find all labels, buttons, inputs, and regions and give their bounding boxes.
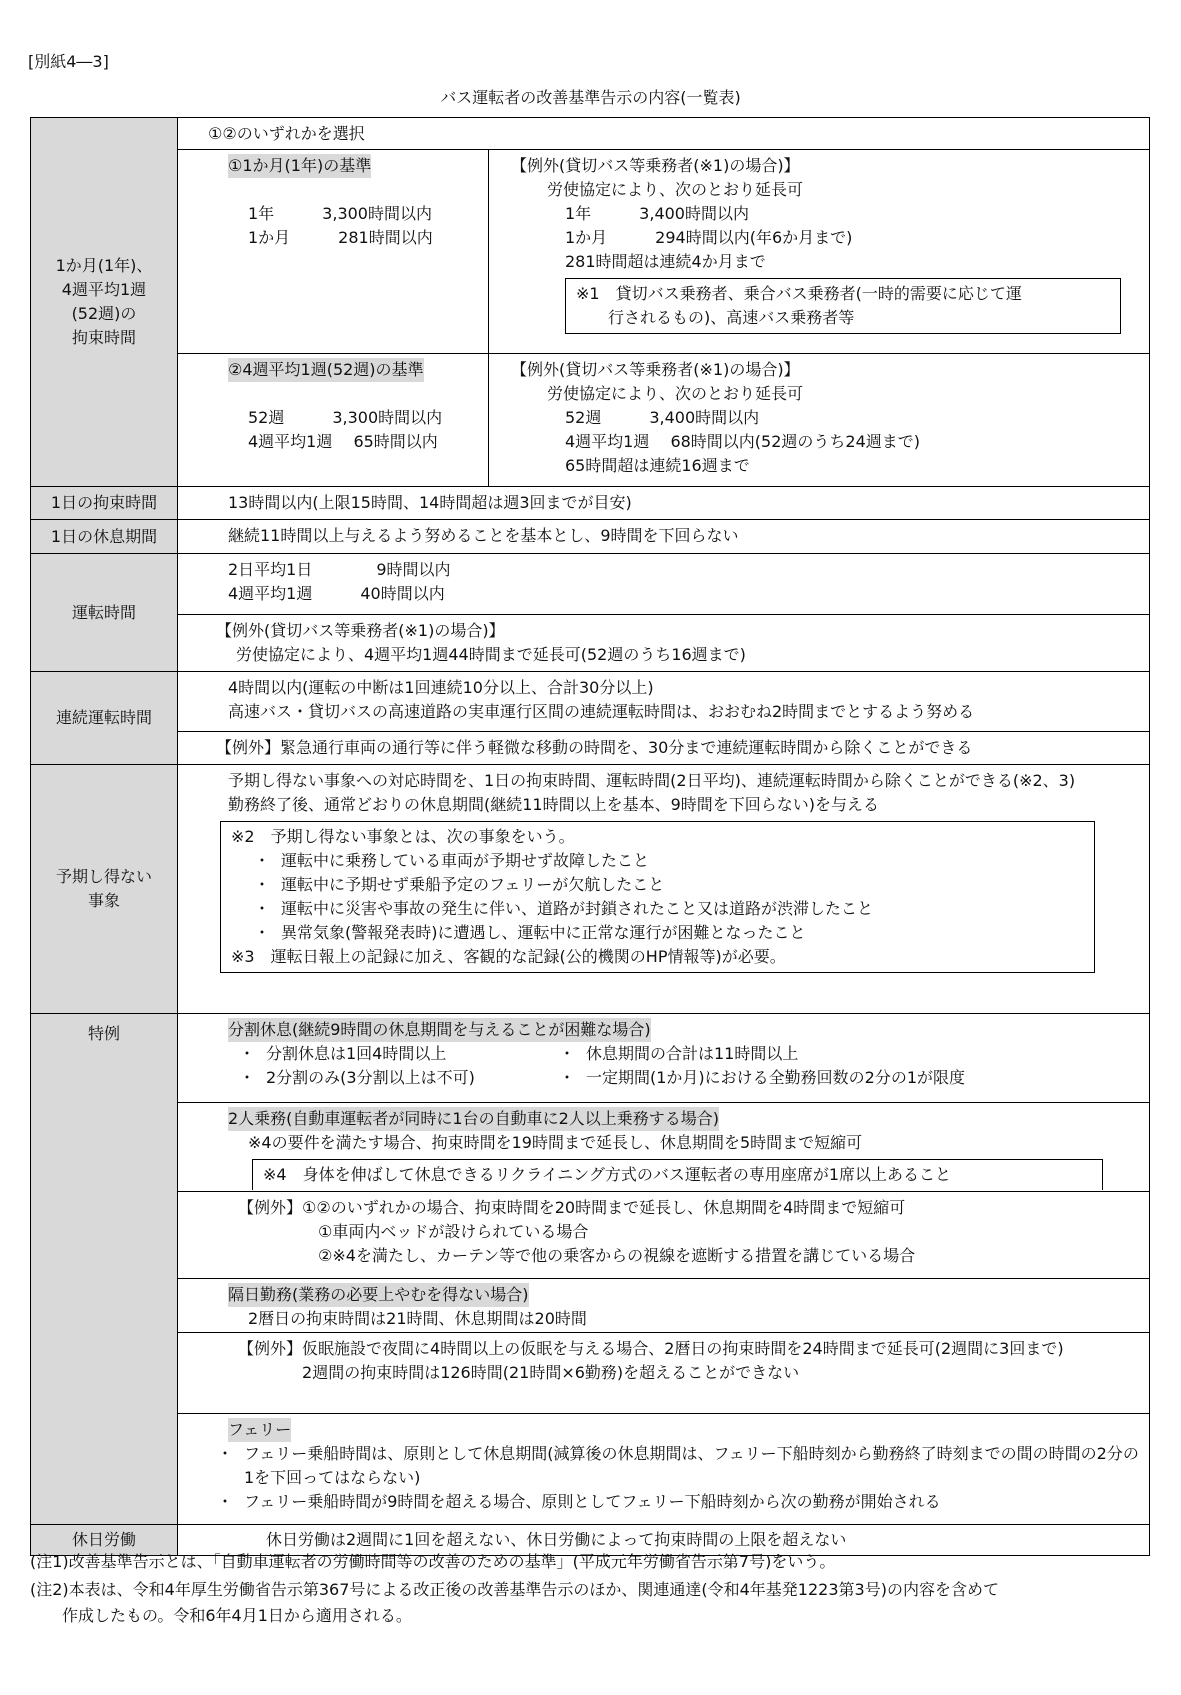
bullet-item: 2分割のみ(3分割以上は不可) [266, 1068, 475, 1087]
row-header-line: 4週平均1週 [61, 280, 147, 299]
exception-row: 52週 3,400時間以内 [565, 408, 760, 428]
option-2-row: 4週平均1週 65時間以内 [248, 432, 438, 452]
exception-row: 65時間超は連続16週まで [565, 456, 750, 476]
row-header: 1日の休息期間 [31, 520, 178, 553]
bullet-item: 運転中に災害や事故の発生に伴い、道路が封鎖されたこと又は道路が渋滞したこと [281, 899, 874, 918]
summary-table [30, 117, 1150, 1556]
option-1-title: ①1か月(1年)の基準 [228, 154, 371, 178]
option-1-row: 1年 3,300時間以内 [248, 204, 432, 223]
row-text: 休日労働は2週間に1回を超えない、休日労働によって拘束時間の上限を超えない [266, 1530, 847, 1549]
row-continuous-driving [31, 672, 1149, 765]
exception-title: 【例外(貸切バス等乗務者(※1)の場合)】 [216, 621, 505, 640]
alternate-day-work [178, 1279, 1149, 1333]
row-header [31, 765, 178, 1013]
exception-title: 【例外(貸切バス等乗務者(※1)の場合)】 [511, 360, 800, 380]
bullet-item: フェリー乗船時間が9時間を超える場合、原則としてフェリー下船時刻から次の勤務が開始される [244, 1492, 941, 1511]
row-header: 連続運転時間 [31, 672, 178, 764]
two-person-crew [178, 1103, 1149, 1192]
bullet-item: 休息期間の合計は11時間以上 [586, 1044, 799, 1063]
option-2-row: 52週 3,300時間以内 [248, 408, 443, 428]
note-line: ※2 予期し得ない事象とは、次の事象をいう。 [231, 827, 575, 846]
row-text: 4週平均1週 40時間以内 [228, 584, 445, 603]
exception-row: 4週平均1週 68時間以内(52週のうち24週まで) [565, 432, 921, 452]
alternate-day-exception [178, 1333, 1149, 1414]
bullet-item: 運転中に乗務している車両が予期せず故障したこと [281, 851, 650, 870]
row-header: 休日労働 [31, 1525, 178, 1555]
split-rest: 分割休息(継続9時間の休息期間を与えることが困難な場合) ・ 分割休息は1回4時間以上 ・ 休息期間の合計は11時間以上 ・ 2分割のみ(3分割以上は不可) ・ 一定期間(1か月)における全勤務回数の2分の1が限度 [178, 1014, 1149, 1103]
row-special-cases [31, 1014, 1149, 1525]
note-line: 行されるもの)、高速バス乗務者等 [576, 308, 855, 327]
section-title: 隔日勤務(業務の必要上やむを得ない場合) [228, 1283, 529, 1307]
row-header-line: 拘束時間 [71, 328, 136, 347]
exception-title: 【例外(貸切バス等乗務者(※1)の場合)】 [511, 156, 800, 175]
row-header-line: 事象 [87, 891, 120, 910]
two-person-exception [178, 1192, 1149, 1279]
row-header [31, 118, 178, 486]
row-text: 継続11時間以上与えるよう努めることを基本とし、9時間を下回らない [228, 526, 739, 545]
row-header-line: 1か月(1年)、 [55, 256, 153, 275]
row-header-line: (52週)の [71, 304, 137, 323]
row-text: 13時間以内(上限15時間、14時間超は週3回までが目安) [228, 493, 632, 512]
row-unforeseen-events [31, 765, 1149, 1014]
row-header: 1日の拘束時間 [31, 487, 178, 519]
exception-text: 労使協定により、4週平均1週44時間まで延長可(52週のうち16週まで) [236, 645, 746, 664]
option-1 [178, 150, 1149, 354]
exception-row: 1か月 294時間以内(年6か月まで) [565, 228, 853, 247]
row-text: 高速バス・貸切バスの高速道路の実車運行区間の連続運転時間は、おおむね2時間までとするよう努める [228, 702, 975, 721]
section-title: 分割休息(継続9時間の休息期間を与えることが困難な場合) [228, 1018, 651, 1042]
page-title: バス運転者の改善基準告示の内容(一覧表) [440, 88, 741, 107]
option-1-row: 1か月 281時間以内 [248, 228, 433, 247]
row-text: ②※4を満たし、カーテン等で他の乗客からの視線を遮断する措置を講じている場合 [302, 1246, 916, 1265]
note-1-box [565, 278, 1121, 334]
row-header-line: 予期し得ない [55, 867, 152, 886]
footnote-2: (注2)本表は、令和4年厚生労働省告示第367号による改正後の改善基準告示のほか、関連通達(令和4年基発1223第3号)の内容を含めて [30, 1580, 999, 1599]
select-instruction: ①②のいずれかを選択 [178, 118, 1149, 150]
footnote-2-cont: 作成したもの。令和6年4月1日から適用される。 [30, 1606, 412, 1625]
row-text: 2暦日の拘束時間は21時間、休息期間は20時間 [248, 1309, 587, 1328]
bullet-item: 分割休息は1回4時間以上 [266, 1044, 447, 1063]
row-daily-restraint [31, 487, 1149, 520]
row-daily-rest [31, 520, 1149, 554]
row-text: ①車両内ベッドが設けられている場合 [302, 1222, 589, 1241]
note-line: ※1 貸切バス乗務者、乗合バス乗務者(一時的需要に応じて運 [576, 284, 1022, 303]
exception-row: 1年 3,400時間以内 [565, 204, 749, 223]
row-text: ①②のいずれかの場合、拘束時間を20時間まで延長し、休息期間を4時間まで短縮可 [302, 1198, 906, 1217]
note-2-3-box: ※2 予期し得ない事象とは、次の事象をいう。 ・ 運転中に乗務している車両が予期せず故障したこと ・ 運転中に予期せず乗船予定のフェリーが欠航したこと ・ 運転中に災害や事故の発生に伴い、道路が封鎖されたこと又は道路が渋滞したこと ・ 異常気象(警報発表時)に遭遇し、運転中に正常な運行が困難となったこと ※3 運転日報上の記録に加え、客観的な記録(公的機関のHP情報等)が必要。 [220, 821, 1095, 973]
bullet-item: 異常気象(警報発表時)に遭遇し、運転中に正常な運行が困難となったこと [281, 923, 806, 942]
row-header: 特例 [31, 1014, 178, 1524]
exception-lead: 労使協定により、次のとおり延長可 [547, 180, 804, 199]
note-line: ※3 運転日報上の記録に加え、客観的な記録(公的機関のHP情報等)が必要。 [231, 947, 786, 966]
bullet-item: 運転中に予期せず乗船予定のフェリーが欠航したこと [281, 875, 665, 894]
exception-text: 【例外】緊急通行車両の通行等に伴う軽微な移動の時間を、30分まで連続運転時間から除くことができる [216, 738, 973, 757]
exception-tag: 【例外】 [238, 1339, 303, 1358]
row-header: 運転時間 [31, 554, 178, 671]
exception-lead: 労使協定により、次のとおり延長可 [547, 384, 804, 404]
exception-tag: 【例外】 [238, 1198, 303, 1217]
row-text: 2週間の拘束時間は126時間(21時間×6勤務)を超えることができない [302, 1363, 800, 1382]
row-restraint-period [31, 118, 1149, 487]
exception-row: 281時間超は連続4か月まで [565, 252, 766, 271]
option-2-title: ②4週平均1週(52週)の基準 [228, 358, 424, 382]
note-4-box: ※4 身体を伸ばして休息できるリクライニング方式のバス運転者の専用座席が1席以上あること [252, 1159, 1103, 1190]
footnote-1: (注1)改善基準告示とは、「自動車運転者の労働時間等の改善のための基準」(平成元年労働省告示第7号)をいう。 [30, 1552, 836, 1571]
row-text: 勤務終了後、通常どおりの休息期間(継続11時間以上を基本、9時間を下回らない)を与える [228, 795, 880, 814]
option-2 [178, 354, 1149, 486]
row-text: 4時間以内(運転の中断は1回連続10分以上、合計30分以上) [228, 678, 654, 697]
section-title: 2人乗務(自動車運転者が同時に1台の自動車に2人以上乗務する場合) [228, 1107, 719, 1131]
bullet-item: 一定期間(1か月)における全勤務回数の2分の1が限度 [586, 1068, 966, 1087]
section-title: フェリー [228, 1418, 291, 1442]
row-driving-time [31, 554, 1149, 672]
ferry: フェリー ・ フェリー乗船時間は、原則として休息期間(減算後の休息期間は、フェリー下船時刻から勤務終了時刻までの間の時間の2分の1を下回ってはならない) ・ フェリー乗船時間が9時間を超える場合、原則としてフェリー下船時刻から次の勤務が開始される [178, 1414, 1149, 1518]
row-text: ※4の要件を満たす場合、拘束時間を19時間まで延長し、休息期間を5時間まで短縮可 [248, 1133, 863, 1152]
bullet-item: フェリー乗船時間は、原則として休息期間(減算後の休息期間は、フェリー下船時刻から勤務終了時刻までの間の時間の2分の1を下回ってはならない) [244, 1444, 1139, 1487]
row-text: 仮眠施設で夜間に4時間以上の仮眠を与える場合、2暦日の拘束時間を24時間まで延長可(2週間に3回まで) [302, 1339, 1064, 1358]
attachment-label: [別紙4―3] [28, 52, 109, 71]
row-text: 2日平均1日 9時間以内 [228, 560, 451, 579]
row-text: 予期し得ない事象への対応時間を、1日の拘束時間、運転時間(2日平均)、連続運転時間から除くことができる(※2、3) [228, 771, 1076, 790]
